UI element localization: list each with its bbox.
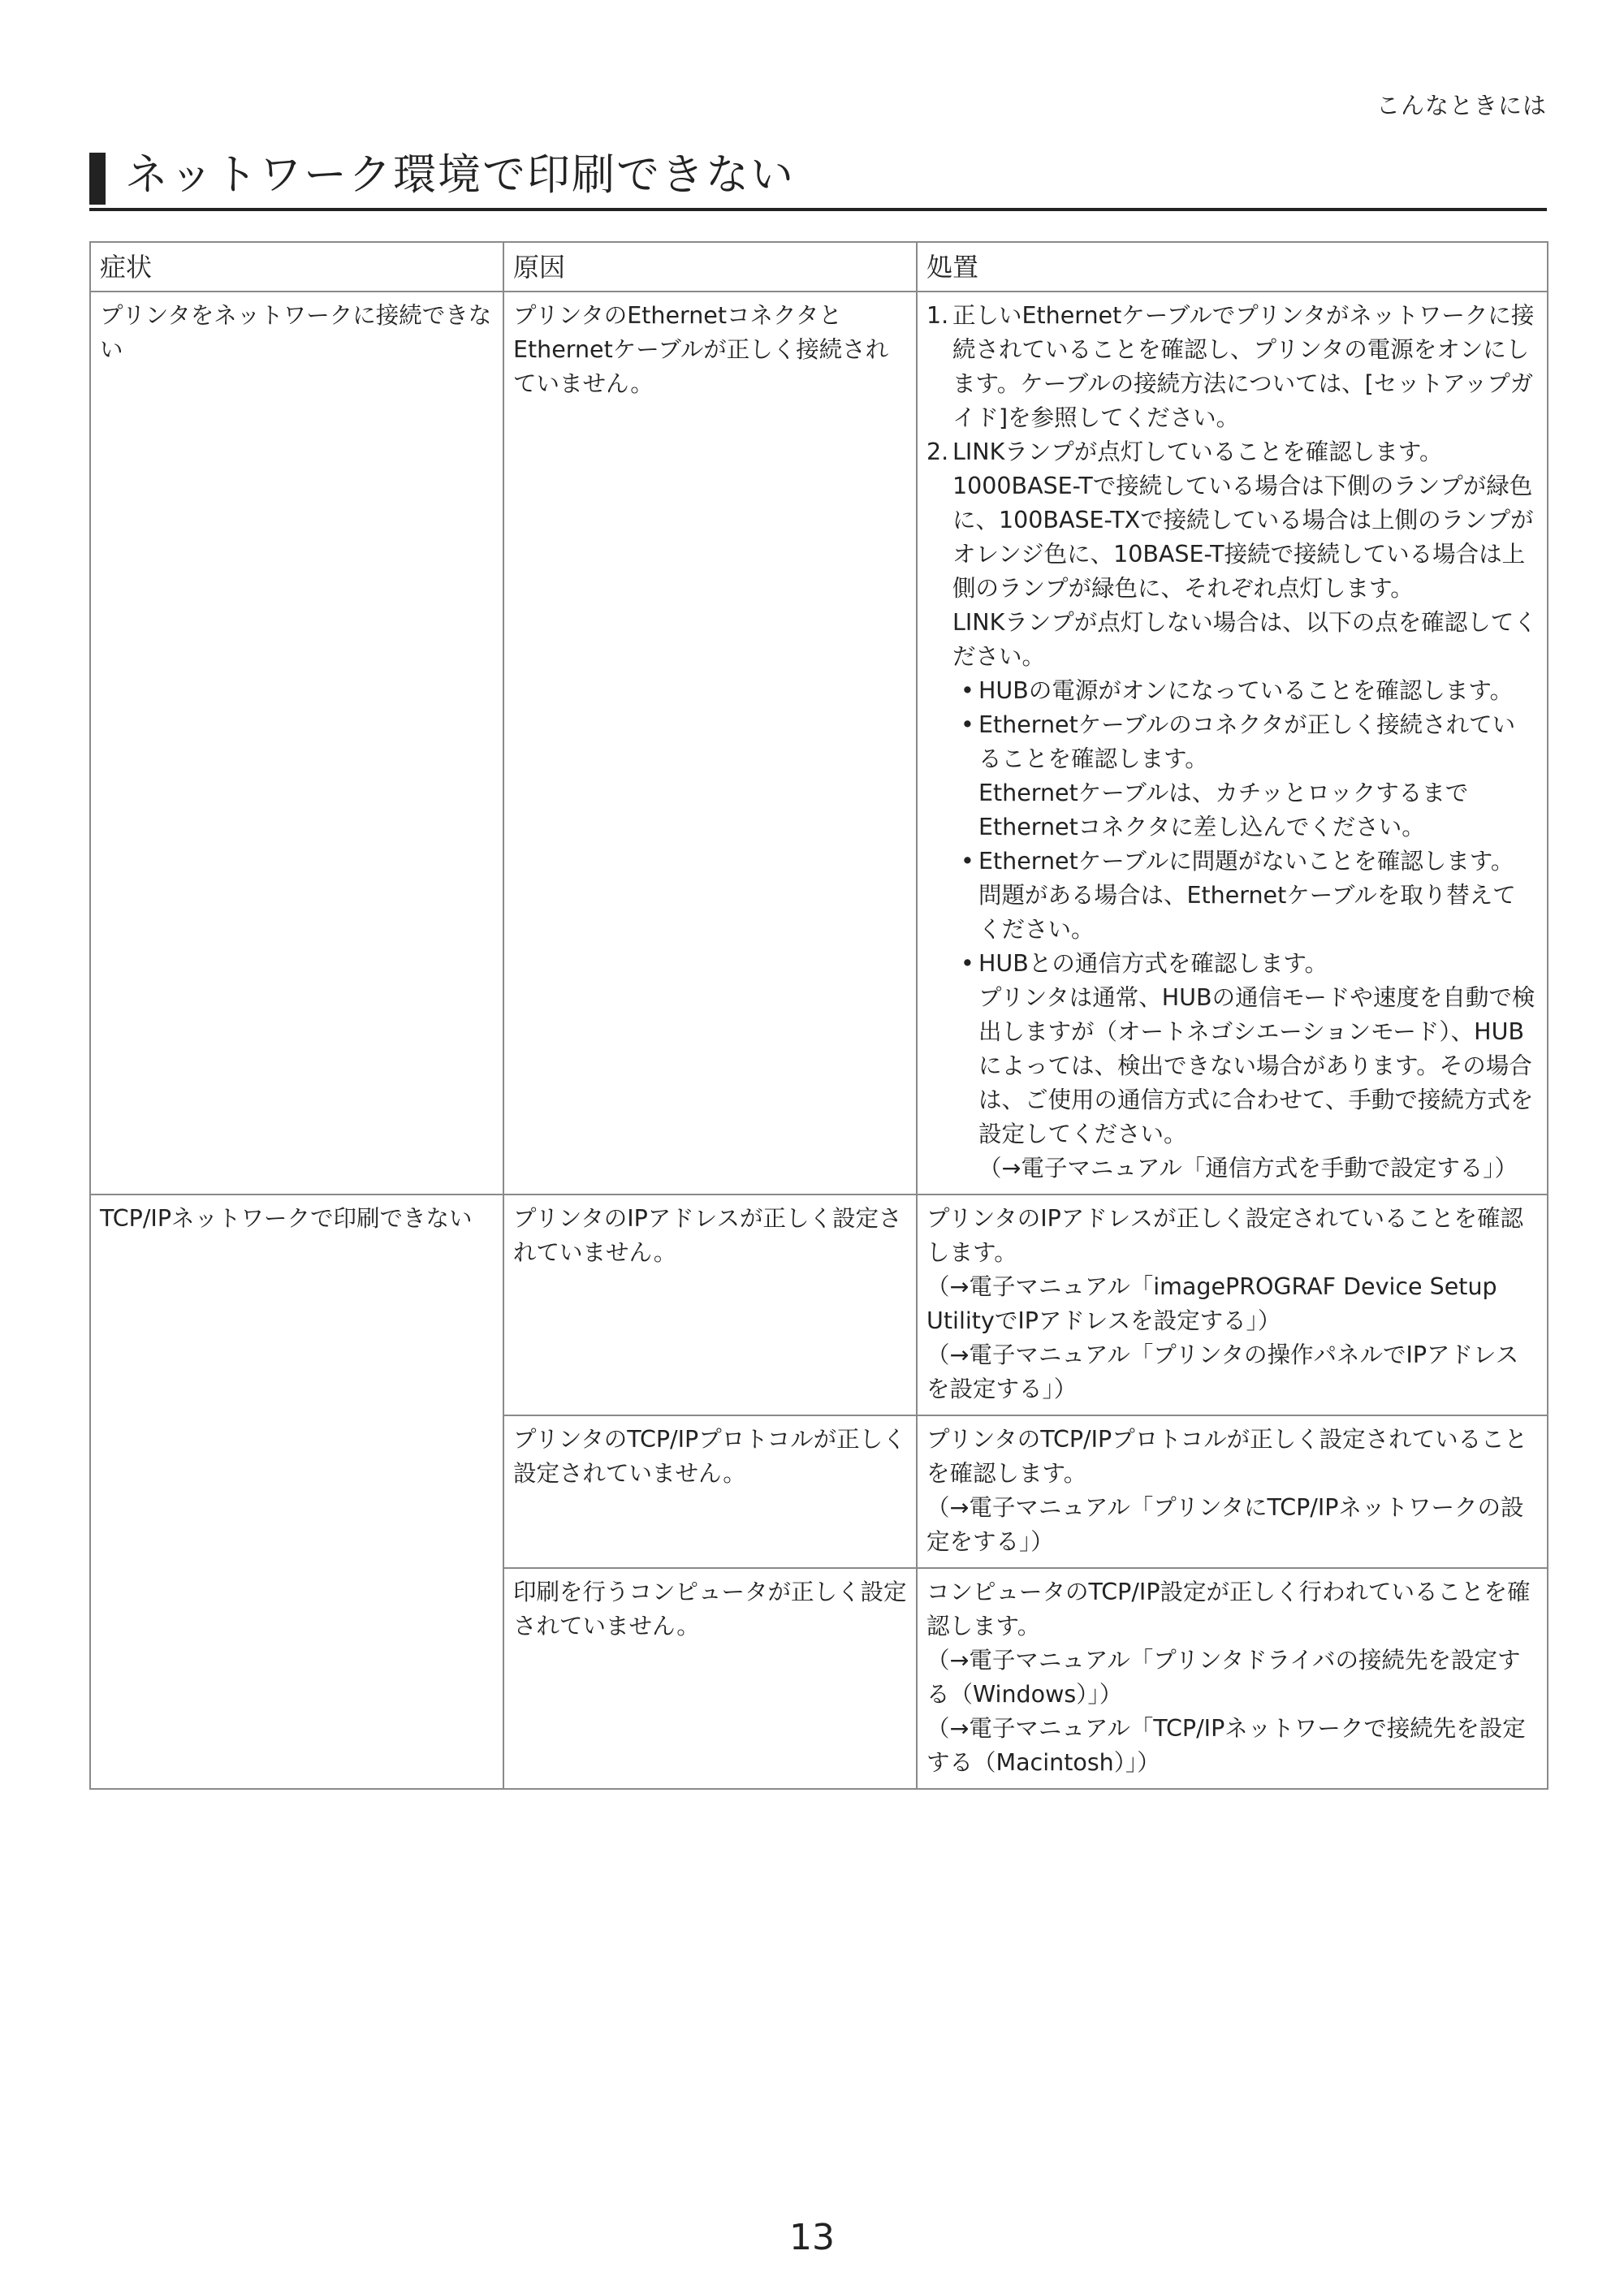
column-header-remedy: 処置 — [917, 242, 1548, 292]
cause-text: プリンタのTCP/IPプロトコルが正しく設定されていません。 — [513, 1426, 906, 1487]
manual-reference: （→電子マニュアル「imagePROGRAF Device Setup UtilityでIPアドレスを設定する」） — [926, 1273, 1497, 1334]
table-row — [90, 292, 1548, 1195]
page-title-block — [89, 146, 1547, 211]
remedy-step-2 — [926, 435, 1538, 469]
check-item — [926, 708, 1538, 776]
symptom-cell — [90, 292, 503, 1195]
manual-reference: （→電子マニュアル「プリンタの操作パネルでIPアドレスを設定する」） — [926, 1341, 1519, 1402]
check-item-text: Ethernetケーブルのコネクタが正しく接続されていることを確認します。 — [978, 711, 1516, 772]
table-header-row — [90, 242, 1548, 292]
cause-cell — [503, 1415, 917, 1568]
remedy-cell — [917, 1568, 1548, 1789]
remedy-cell — [917, 1195, 1548, 1415]
troubleshooting-table — [89, 241, 1548, 1790]
cause-cell — [503, 292, 917, 1195]
column-header-symptom: 症状 — [90, 242, 503, 292]
check-item-note: Ethernetケーブルは、カチッとロックするまでEthernetコネクタに差し込んでください。 — [978, 780, 1469, 840]
cause-text: 印刷を行うコンピュータが正しく設定されていません。 — [513, 1579, 907, 1639]
bullet-icon: • — [961, 677, 974, 704]
remedy-text: コンピュータのTCP/IP設定が正しく行われていることを確認します。 — [926, 1579, 1531, 1639]
check-item-text: Ethernetケーブルに問題がないことを確認します。 — [978, 848, 1514, 875]
step-text: LINKランプが点灯していることを確認します。 — [952, 438, 1443, 465]
cause-cell — [503, 1568, 917, 1789]
check-item — [926, 947, 1538, 981]
check-item — [926, 845, 1538, 879]
symptom-text: プリンタをネットワークに接続できない — [100, 302, 492, 363]
check-item-text: HUBとの通信方式を確認します。 — [978, 950, 1328, 977]
manual-reference: （→電子マニュアル「プリンタドライバの接続先を設定する（Windows）」） — [926, 1647, 1521, 1708]
step-number: 2. — [926, 438, 949, 465]
symptom-text: TCP/IPネットワークで印刷できない — [100, 1205, 473, 1232]
cause-cell — [503, 1195, 917, 1415]
remedy-text: プリンタのTCP/IPプロトコルが正しく設定されていることを確認します。 — [926, 1426, 1528, 1487]
bullet-icon: • — [961, 711, 974, 738]
check-item-text: HUBの電源がオンになっていることを確認します。 — [978, 677, 1514, 704]
cause-text: プリンタのEthernetコネクタとEthernetケーブルが正しく接続されていません。 — [513, 302, 889, 397]
bullet-icon: • — [961, 950, 974, 977]
step-condition: LINKランプが点灯しない場合は、以下の点を確認してください。 — [952, 609, 1537, 670]
remedy-text: プリンタのIPアドレスが正しく設定されていることを確認します。 — [926, 1205, 1523, 1266]
symptom-cell — [90, 1195, 503, 1789]
remedy-cell — [917, 292, 1548, 1195]
manual-reference: （→電子マニュアル「プリンタにTCP/IPネットワークの設定をする」） — [926, 1494, 1524, 1555]
bullet-icon: • — [961, 848, 974, 875]
remedy-step-1 — [926, 299, 1538, 435]
check-item-note: 問題がある場合は、Ethernetケーブルを取り替えてください。 — [978, 882, 1516, 943]
column-header-cause: 原因 — [503, 242, 917, 292]
section-label: こんなときには — [1376, 92, 1547, 119]
step-number: 1. — [926, 302, 949, 329]
remedy-cell — [917, 1415, 1548, 1568]
manual-reference: （→電子マニュアル「TCP/IPネットワークで接続先を設定する（Macintosh）」） — [926, 1715, 1526, 1776]
page-number: 13 — [789, 2217, 835, 2258]
cause-text: プリンタのIPアドレスが正しく設定されていません。 — [513, 1205, 902, 1266]
manual-reference: （→電子マニュアル「通信方式を手動で設定する」） — [978, 1155, 1518, 1182]
page-title: ネットワーク環境で印刷できない — [125, 150, 795, 200]
title-marker-bar — [89, 153, 106, 205]
step-text: 正しいEthernetケーブルでプリンタがネットワークに接続されていることを確認し、プリンタの電源をオンにします。ケーブルの接続方法については、[セットアップガイド]を参照してください。 — [952, 302, 1535, 431]
table-row — [90, 1195, 1548, 1415]
check-item-note: プリンタは通常、HUBの通信モードや速度を自動で検出しますが（オートネゴシエーションモード）、HUBによっては、検出できない場合があります。その場合は、ご使用の通信方式に合わせて、手動で接続方式を設定してください。 — [978, 984, 1535, 1147]
step-detail: 1000BASE-Tで接続している場合は下側のランプが緑色に、100BASE-TXで接続している場合は上側のランプがオレンジ色に、10BASE-T接続で接続している場合は上側のランプが緑色に、それぞれ点灯します。 — [952, 473, 1534, 602]
check-item — [926, 674, 1538, 708]
